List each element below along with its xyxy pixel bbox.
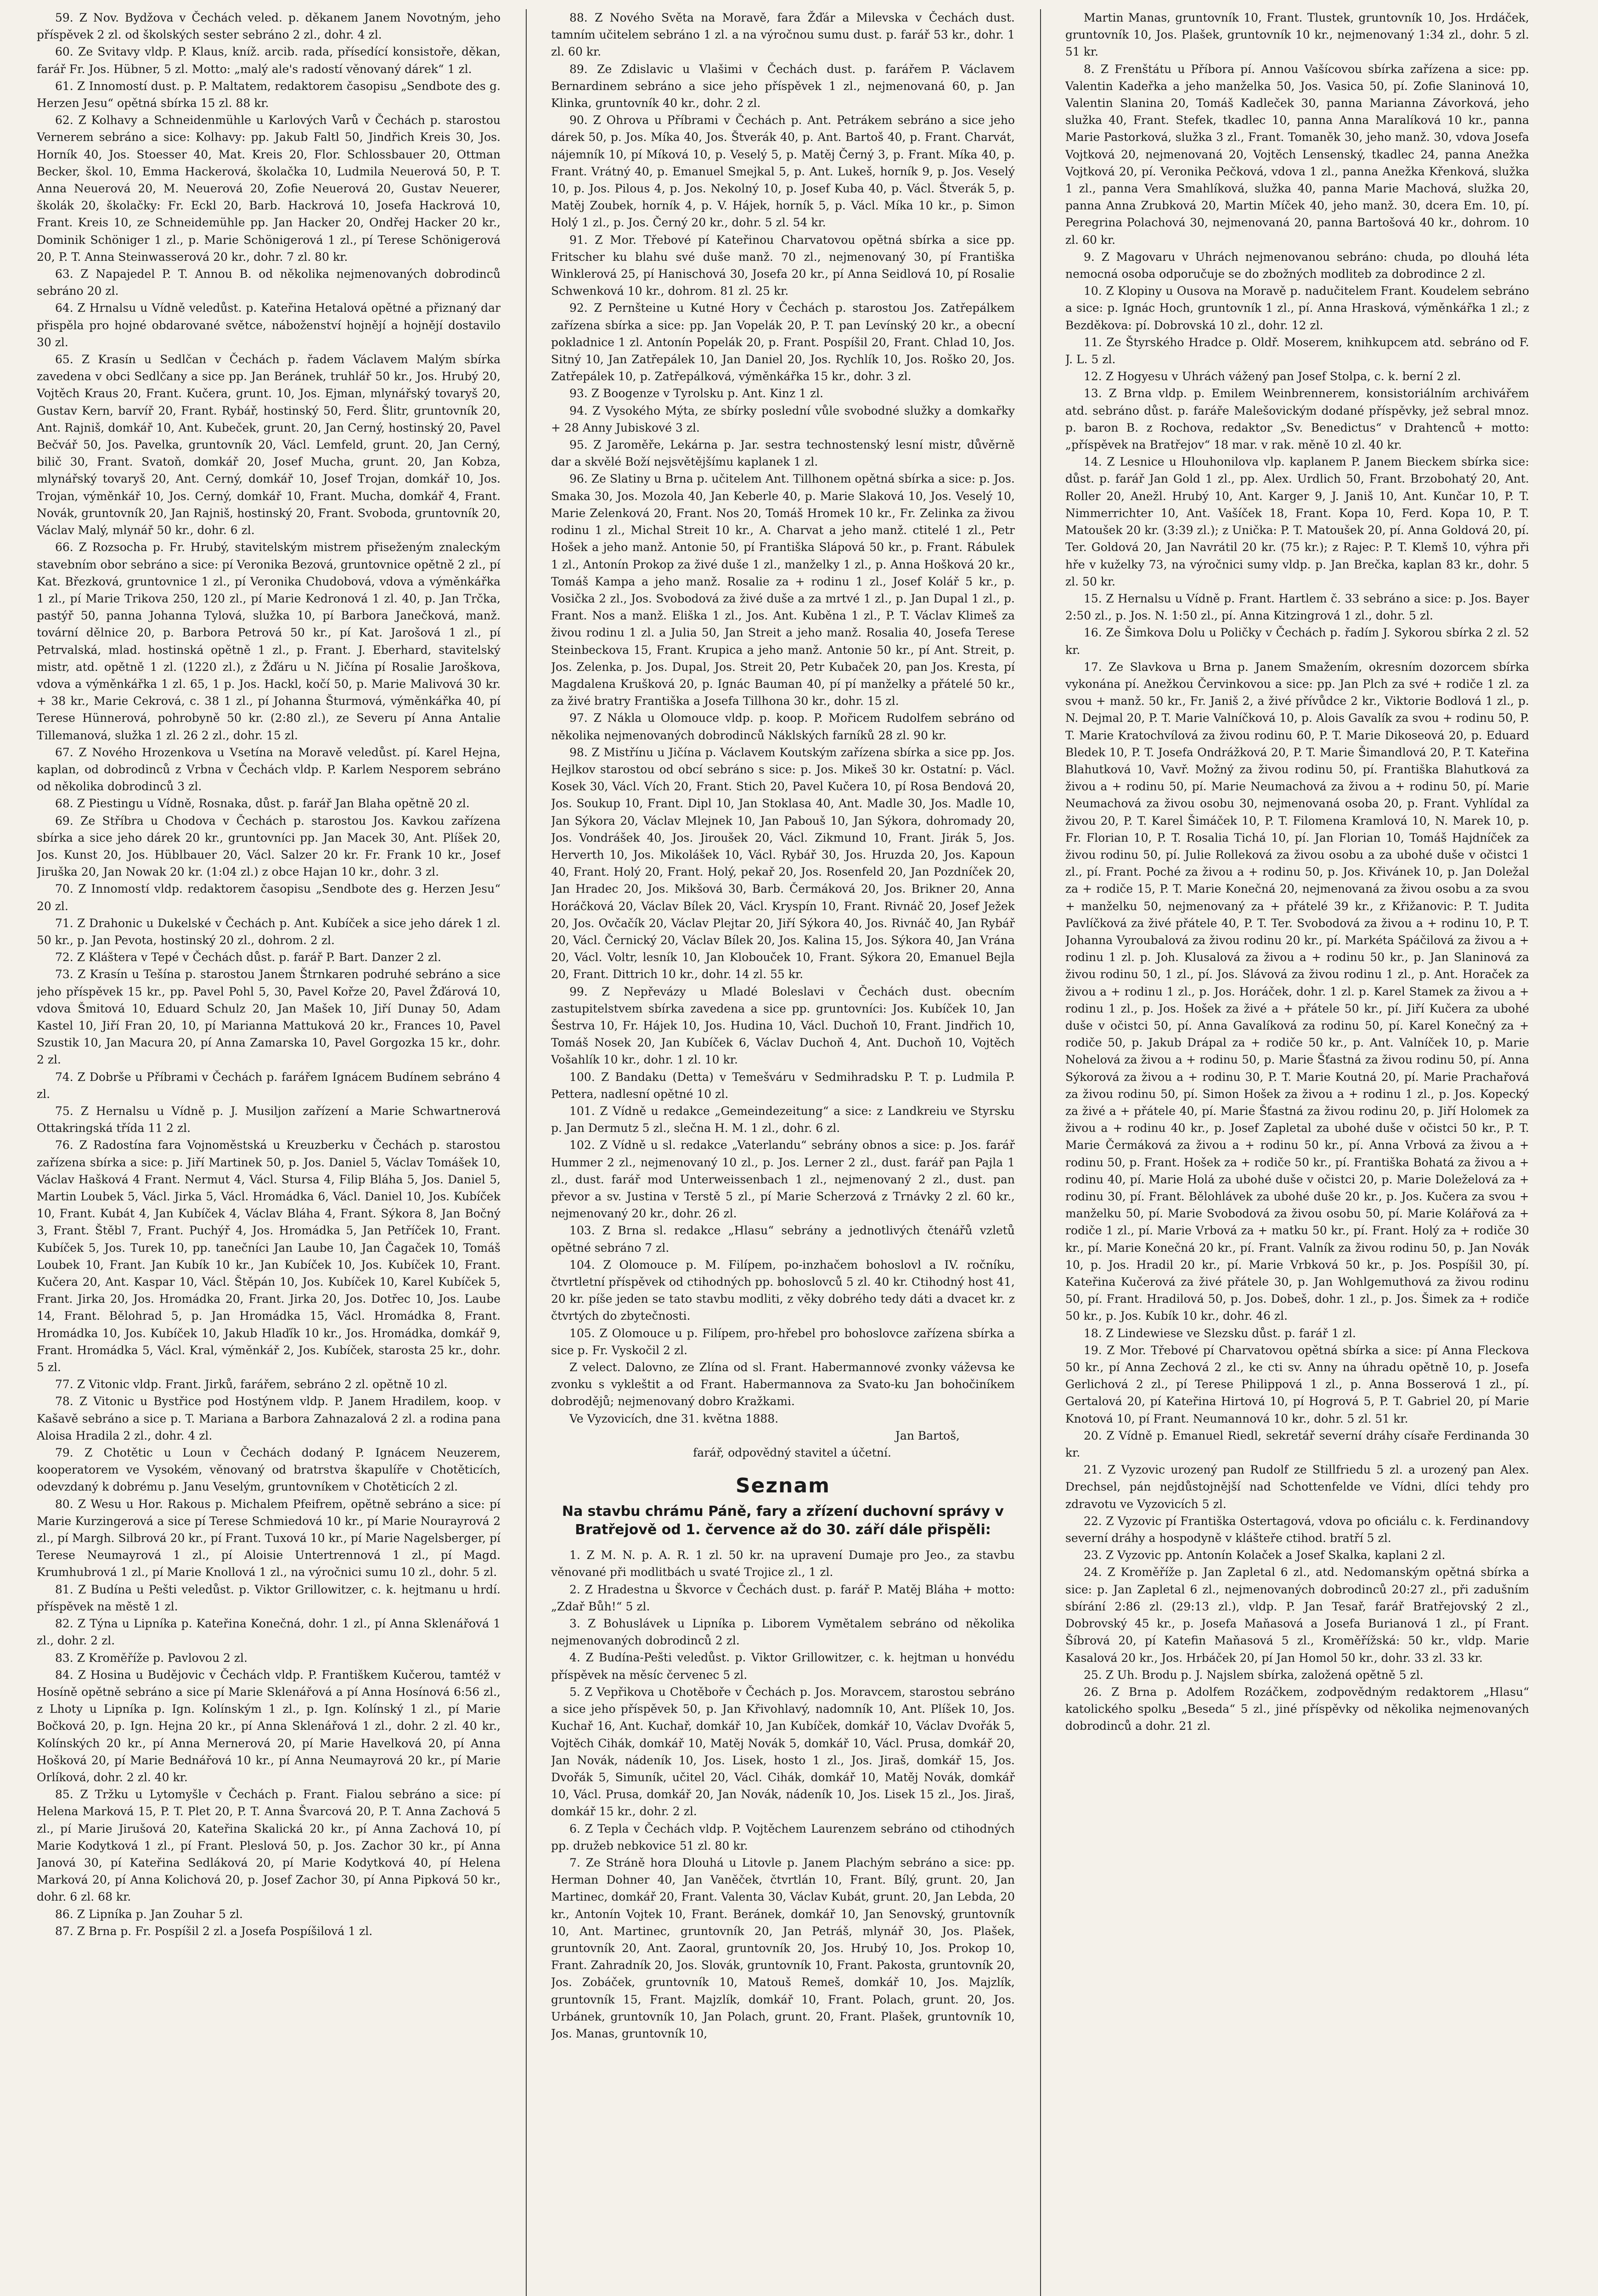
donation-entry: Ve Vyzovicích, dne 31. května 1888. xyxy=(569,1412,779,1425)
donation-entry: 15. Z Hernalsu u Vídně p. Frant. Hartlem č. 33 sebráno a sice: p. Jos. Bayer 2:50 zl., p. Jos. N. 1:50 zl., pí. Anna Kitzingrová 1 zl., dohr. 5 zl. xyxy=(1065,591,1529,623)
donation-entry: 5. Z Vepřikova u Chotěboře v Čechách p. Jos. Moravcem, starostou sebráno a sice jeho příspěvek 50, p. Jan Křivohlavý, nadomník 10, Ant. Plíšek 10, Jos. Kuchař 16, Ant. Kuchař, domkář 10, Jan Kubíček, domkář 10, Václav Dvořák 5, Vojtěch Cihák, domkář 10, Matěj Novák 5, domkář 10, Václ. Prusa, domkář 20, Jan Novák, nádeník 10, Jos. Lisek, hosto 1 zl., Jos. Jiraš, domkář 15, Jos. Dvořák 5, Simuník, učitel 20, Václ. Cihák, domkář 10, Matěj Novák, domkář 10, Václ. Prusa, domkář 20, Jan Novák, nádeník 10, Jos. Lisek 15 zl., Jos. Jiraš, domkář 15 kr., dohr. 2 zl. xyxy=(551,1685,1015,1818)
donation-entry: 61. Z Innomostí dust. p. P. Maltatem, redaktorem časopisu „Sendbote des g. Herzen Jesu“ opětná sbírka 15 zl. 88 kr. xyxy=(37,79,501,110)
donation-entry: 63. Z Napajedel P. T. Annou B. od několika nejmenovaných dobrodinců sebráno 20 zl. xyxy=(37,267,501,298)
middle-column-list xyxy=(551,1547,1015,2042)
donation-entry: 2. Z Hradestna u Škvorce v Čechách dust. p. farář P. Matěj Bláha + motto: „Zdař Bůh!“ 5 zl. xyxy=(551,1582,1015,1613)
donation-entry: 24. Z Kroměříže p. Jan Zapletal 6 zl., atd. Nedomanským opětná sbírka a sice: p. Jan Zapletal 6 zl., nejmenovaných dobrodinců 20:27 zl., při zadušním sbírání 2:86 zl. (29:13 zl.), vldp. P. Jan Tesař, farář Bratřejovský 2 zl., Dobrovský 45 kr., p. Josefa Maňasová a Josefa Burianová 1 zl., pí Frant. Šíbrová 20, pí Katefin Maňasová 5 zl., Kroměřížská: 50 kr., vldp. Marie Kasalová 20 kr., Jos. Hrbáček 20, pí Jan Homol 50 kr., dohr. 33 zl. 33 kr. xyxy=(1065,1565,1529,1665)
donation-entry: 59. Z Nov. Bydžova v Čechách veled. p. děkanem Janem Novotným, jeho příspěvek 2 zl. od školských sester sebráno 2 zl., dohr. 4 zl. xyxy=(37,11,501,42)
donation-entry: 103. Z Brna sl. redakce „Hlasu“ sebrány a jednotlivých čtenářů vzletů opětné sebráno 7 zl. xyxy=(551,1224,1015,1255)
donation-entry: 6. Z Tepla v Čechách vldp. P. Vojtěchem Laurenzem sebráno od ctihodných pp. družeb nebkovice 51 zl. 80 kr. xyxy=(551,1822,1015,1852)
donation-entry: 14. Z Lesnice u Hlouhonilova vlp. kaplanem P. Janem Bieckem sbírka sice: důst. p. farář Jan Gold 1 zl., pp. Alex. Urdlich 50, Frant. Brzobohatý 20, Ant. Roller 20, Anežl. Hrubý 10, Ant. Karger 9, J. Janiš 10, Ant. Kunčar 10, P. T. Nimmerrichter 10, Ant. Vašíček 18, Frant. Kopa 10, Ferd. Kopa 10, P. T. Matoušek 20 kr. (3:39 zl.); z Unička: P. T. Matoušek 20, pí. Anna Goldová 20, pí. Ter. Goldová 20, Jan Navrátil 20 kr. (75 kr.); z Rajec: P. T. Klemš 10, výhra při hře v kuželky 73, na výročnici sumy vldp. p. Jan Brečka, kaplan 83 kr., dohr. 5 zl. 50 kr. xyxy=(1065,455,1529,588)
donation-entry: 23. Z Vyzovic pp. Antonín Kolaček a Josef Skalka, kaplani 2 zl. xyxy=(1084,1548,1446,1562)
left-column xyxy=(37,9,501,2296)
donation-entry: 66. Z Rozsocha p. Fr. Hrubý, stavitelským mistrem přiseženým znaleckým stavebním obor sebráno a sice: pí Veronika Bezová, gruntovnice opětně 2 zl., pí Kat. Březková, gruntovnice 1 zl., pí Veronika Chudobová, vdova a výměnkářka 1 zl., pí Marie Trikova 250, 120 zl., pí Marie Kedronová 1 zl. 40, p. Jan Trčka, pastýř 50, panna Johanna Tylová, služka 10, pí Barbora Janečková, manž. tovární dělnice 20, p. Barbora Petrová 50 kr., pí Kat. Jarošová 1 zl., pí Petrvalská, mlad. hostinská opětně 1 zl., p. Frant. J. Eberhard, stavitelský mistr, atd. opětně 1 zl. (1220 zl.), z Žďáru u N. Jičína pí Rosalie Jaroškova, vdova a výměnkářka 1 zl. 65, 1 p. Jos. Hackl, kočí 50, p. Marie Malivová 30 kr. + 38 kr., Marie Cekrová, c. 38 1 zl., pí Johanna Šturmová, výměnkářka 40, pí Terese Hünnerová, pohrobyně 50 kr. (2:80 zl.), ze Severu pí Anna Antalie Tillemanová, služka 1 zl. 26 2 zl., dohr. 15 zl. xyxy=(37,540,501,742)
donation-entry: 90. Z Ohrova u Příbrami v Čechách p. Ant. Petrákem sebráno a sice jeho dárek 50, p. Jos. Míka 40, Jos. Štverák 40, p. Ant. Bartoš 40, p. Frant. Charvát, nájemník 10, pí Míková 10, p. Veselý 5, p. Matěj Černý 3, p. Frant. Míka 40, p. Frant. Vrátný 40, p. Emanuel Smejkal 5, p. Ant. Lukeš, horník 9, p. Jos. Veselý 10, p. Jos. Pilous 4, p. Jos. Nekolný 10, p. Josef Kuba 40, p. Václ. Štverák 5, p. Matěj Zoubek, horník 4, p. V. Hájek, horník 5, p. Václ. Míka 10 kr., p. Simon Holý 1 zl., p. Jos. Černý 20 kr., dohr. 5 zl. 54 kr. xyxy=(551,113,1015,230)
donation-entry: 21. Z Vyzovic urozený pan Rudolf ze Stillfriedu 5 zl. a urozený pan Alex. Drechsel, pán nejdůstojnější nad Schottenfelde ve Vídni, dlíci tehdy pro zdravotu ve Vyzovicích 5 zl. xyxy=(1065,1463,1529,1511)
donation-entry: 104. Z Olomouce p. M. Filípem, po-inzhačem bohoslovl a IV. ročníku, čtvrtletní příspěvek od ctihodných pp. bohoslovců 5 zl. 40 kr. Ctihodný host 41, 20 kr. píše jeden se tato stavbu modliti, z věky dobrého tedy dáti a dvacet kr. z čtvrtých do zbytečnosti. xyxy=(551,1258,1015,1323)
donation-entry: 100. Z Bandaku (Detta) v Temešváru v Sedmihradsku P. T. p. Ludmila P. Pettera, nadlesní opětné 10 zl. xyxy=(551,1070,1015,1101)
donation-entry: 70. Z Innomostí vldp. redaktorem časopisu „Sendbote des g. Herzen Jesu“ 20 zl. xyxy=(37,882,501,913)
signature-name: Jan Bartoš, xyxy=(895,1429,960,1442)
donation-entry: 10. Z Klopiny u Ousova na Moravě p. nadučitelem Frant. Koudelem sebráno a sice: p. Ignác Hoch, gruntovník 1 zl., pí. Anna Hrasková, výměnkářka 1 zl.; z Bezděkova: pí. Dobrovská 10 zl., dohr. 12 zl. xyxy=(1065,284,1529,332)
donation-entry: 105. Z Olomouce u p. Filípem, pro-hřebel pro bohoslovce zařízena sbírka a sice p. Fr. Vyskočil 2 zl. xyxy=(551,1326,1015,1357)
donation-entry: 71. Z Drahonic u Dukelské v Čechách p. Ant. Kubíček a sice jeho dárek 1 zl. 50 kr., p. Jan Pevota, hostinský 20 zl., dohrom. 2 zl. xyxy=(37,916,501,947)
donation-entry: 84. Z Hosina u Budějovic v Čechách vldp. P. Františkem Kučerou, tamtéž v Hosíně opětně sebráno a sice pí Marie Sklenářová a pí Anna Hosínová 6:56 zl., z Lhoty u Lipníka p. Ign. Kolínským 1 zl., p. Ign. Kolínský 1 zl., pí Marie Bočková 20, p. Ign. Hejna 20 kr., pí Anna Sklenářová 1 zl., dohr. 2 zl. 40 kr., Kolínských 20 kr., pí Anna Mernerová 20, pí Marie Havelková 20, pí Anna Hošková 20, pí Marie Bednářová 10 kr., pí Anna Neumayrová 20 kr., pí Marie Orlíková, dohr. 2 zl. 40 kr. xyxy=(37,1668,501,1784)
donation-entry: 25. Z Uh. Brodu p. J. Najslem sbírka, založená opětně 5 zl. xyxy=(1084,1668,1424,1682)
donation-entry: 16. Ze Šimkova Dolu u Poličky v Čechách p. řadím J. Sykorou sbírka 2 zl. 52 kr. xyxy=(1065,626,1529,657)
donation-entry: 85. Z Tržku u Lytomyšle v Čechách p. Frant. Fialou sebráno a sice: pí Helena Marková 15, P. T. Plet 20, P. T. Anna Švarcová 20, P. T. Anna Zachová 5 zl., pí Marie Jirušová 20, Kateřina Skalická 20 kr., pí Anna Zachová 10, pí Marie Kodytková 1 zl., pí Frant. Pleslová 50, p. Jos. Zachor 30 kr., pí Anna Janová 30, pí Kateřina Sedláková 20, pí Marie Kodytková 40, pí Helena Marková 20, pí Anna Kolichová 20, p. Josef Zachor 30, pí Anna Pipková 50 kr., dohr. 6 zl. 68 kr. xyxy=(37,1788,501,1904)
donation-entry: 82. Z Týna u Lipníka p. Kateřina Konečná, dohr. 1 zl., pí Anna Sklenářová 1 zl., dohr. 2 zl. xyxy=(37,1617,501,1648)
donation-entry: 81. Z Budína u Pešti veledůst. p. Viktor Grillowitzer, c. k. hejtmanu u hrdí. příspěvek na městě 1 zl. xyxy=(37,1582,501,1613)
donation-entry: 79. Z Chotětic u Loun v Čechách dodaný P. Ignácem Neuzerem, kooperatorem ve Vysokém, věnovaný od bratrstva škapulíře v Chotěticích, odevzdaný k dobrému p. Janu Veselým, gruntovníkem v Chotěticích 2 zl. xyxy=(37,1446,501,1494)
donation-entry: 92. Z Pernšteine u Kutné Hory v Čechách p. starostou Jos. Zatřepálkem zařízena sbírka a sice: pp. Jan Vopelák 20, P. T. pan Levínský 20 kr., a obecní pokladnice 1 zl. Antonín Popelák 20, p. Frant. Pospíšil 20, Frant. Chlad 10, Jos. Sitný 10, Jan Zatřepálek 10, Jan Daniel 20, Jos. Rychlík 10, Jos. Roško 20, Jos. Zatřepálek 10, p. Zatřepálková, výměnkářka 15 kr., dohr. 3 zl. xyxy=(551,301,1015,383)
donation-entry: 19. Z Mor. Třebové pí Charvatovou opětná sbírka a sice: pí Anna Fleckova 50 kr., pí Anna Zechová 2 zl., ke cti sv. Anny na úhradu opětně 10, p. Josefa Gerlichová 2 zl., pí Terese Philippová 1 zl., p. Anna Bosserová 1 zl., pí. Gertalová 20, pí Kateřina Hirtová 10, pí Hogrová 5, P. T. Gabriel 20, pí Marie Knotová 10, pí Frant. Neumannová 10 kr., dohr. 5 zl. 51 kr. xyxy=(1065,1343,1529,1425)
section-subheading: Na stavbu chrámu Páně, fary a zřízení duchovní správy v Bratřejově od 1. července až do 30. září dále přispěli: xyxy=(562,1503,1004,1538)
donation-entry: 60. Ze Svitavy vldp. P. Klaus, kníž. arcib. rada, přísedící konsistoře, děkan, farář Fr. Jos. Hübner, 5 zl. Motto: „malý ale's radostí věnovaný dárek“ 1 zl. xyxy=(37,45,501,76)
donation-entry: 26. Z Brna p. Adolfem Rozáčkem, zodpovědným redaktorem „Hlasu“ katolického spolku „Beseda“ 5 zl., jiné příspěvky od několika nejmenovaných dobrodinců a dohr. 21 zl. xyxy=(1065,1685,1529,1733)
donation-entry: 7. Ze Stráně hora Dlouhá u Litovle p. Janem Plachým sebráno a sice: pp. Herman Dohner 40, Jan Vaněček, čtvrtlán 10, Frant. Bílý, grunt. 20, Jan Martinec, domkář 20, Frant. Valenta 30, Václav Kubát, grunt. 20, Jan Lebda, 20 kr., Antonín Vojtek 10, Frant. Beránek, domkář 10, Jan Senovský, gruntovník 10, Ant. Martinec, gruntovník 20, Jan Petráš, mlynář 30, Jos. Plašek, gruntovník 20, Ant. Zaoral, gruntovník 20, Jos. Hrubý 10, Jos. Prokop 10, Frant. Zahradník 20, Jos. Slovák, gruntovník 10, Frant. Pakosta, gruntovník 20, Jos. Zobáček, gruntovník 10, Matouš Remeš, domkář 10, Jos. Majzlík, gruntovník 15, Frant. Majzlík, domkář 10, Frant. Polach, grunt. 20, Jos. Urbánek, gruntovník 10, Jan Polach, grunt. 20, Frant. Plašek, gruntovník 10, Jos. Manas, gruntovník 10, xyxy=(551,1856,1015,2040)
donation-entry: 77. Z Vitonic vldp. Frant. Jirků, farářem, sebráno 2 zl. opětně 10 zl. xyxy=(55,1378,448,1391)
donation-entry: 12. Z Hogyesu v Uhrách vážený pan Josef Stolpa, c. k. berní 2 zl. xyxy=(1084,370,1461,383)
donation-entry: 73. Z Krasín u Tešína p. starostou Janem Štrnkaren podruhé sebráno a sice jeho příspěvek 15 kr., pp. Pavel Pohl 5, 30, Pavel Kořze 20, Pavel Žďárová 10, vdova Šmitová 10, Eduard Schulz 20, Jan Mašek 10, Jiří Dunay 50, Adam Kastel 10, Jiří Fran 20, 10, pí Marianna Mattuková 20 kr., Frances 10, Pavel Szustik 10, Jan Macura 20, pí Anna Zamarska 10, Pavel Gorgozka 15 kr., dohr. 2 zl. xyxy=(37,968,501,1067)
signature-title: farář, odpovědný stavitel a účetní. xyxy=(693,1446,891,1460)
donation-entry: 64. Z Hrnalsu u Vídně veledůst. p. Kateřina Hetalová opětné a přiznaný dar přispěla pro hojné obdarované světce, náboženství hojnějí a hojnějí dostavilo 30 zl. xyxy=(37,301,501,349)
donation-entry: 94. Z Vysokého Mýta, ze sbírky poslední vůle svobodné služky a domkařky + 28 Anny Jubiskové 3 zl. xyxy=(551,404,1015,434)
middle-column xyxy=(551,9,1015,2296)
donation-entry: 98. Z Mistřínu u Jičína p. Václavem Koutským zařízena sbírka a sice pp. Jos. Hejlkov starostou od obcí sebráno s sice: p. Jos. Mikeš 30 kr. Ostatní: p. Václ. Kosek 30, Václ. Vích 20, Frant. Stich 20, Pavel Kučera 10, pí Rosa Bendová 20, Jos. Soukup 10, Frant. Dipl 10, Jan Stoklasa 40, Ant. Madle 30, Jos. Madle 10, Jan Sýkora 20, Václav Mlejnek 10, Jan Pabouš 10, Jan Sýkora, dohromady 20, Jos. Vondrášek 40, Jos. Jiroušek 20, Václ. Zikmund 10, Frant. Jirák 5, Jos. Herverth 10, Jos. Mikolášek 10, Václ. Rybář 30, Jos. Hruzda 20, Jos. Kapoun 40, Frant. Holý 20, Frant. Holý, pekař 20, Jos. Rosenfeld 20, Jan Pozdníček 20, Jan Hradec 20, Jos. Mikšová 30, Barb. Čermáková 20, Jos. Brikner 20, Anna Horáčková 20, Václav Bílek 20, Václ. Kryspín 10, Frant. Rivnáč 20, Josef Ježek 20, Jos. Ovčačík 20, Václav Plejtar 20, Jiří Sýkora 40, Jos. Rivnáč 40, Jan Rybář 20, Václ. Černický 20, Václav Bílek 20, Jos. Kalina 15, Jos. Sýkora 40, Jan Vrána 20, Václ. Voltr, lesník 10, Jan Klobouček 10, Frant. Sýkora 20, Emanuel Bejla 20, Frant. Dittrich 10 kr., dohr. 14 zl. 55 kr. xyxy=(551,745,1015,981)
donation-entry: 99. Z Nepřevázy u Mladé Boleslavi v Čechách dust. obecním zastupitelstvem sbírka zavedena a sice pp. gruntovníci: Jos. Kubíček 10, Jan Šestrva 10, Fr. Hájek 10, Jos. Hudina 10, Václ. Duchoň 10, Frant. Jindřich 10, Tomáš Nosek 20, Jan Kubíček 6, Václav Duchoň 4, Ant. Duchoň 10, Vojtěch Vošahlík 10 kr., dohr. 1 zl. 10 kr. xyxy=(551,985,1015,1067)
donation-entry: 78. Z Vitonic u Bystřice pod Hostýnem vldp. P. Janem Hradilem, koop. v Kašavě sebráno a sice p. T. Mariana a Barbora Zahnazalová 2 zl. a rodina pana Aloisa Hradila 2 zl., dohr. 4 zl. xyxy=(37,1395,501,1442)
donation-entry: 13. Z Brna vldp. p. Emilem Weinbrennerem, konsistoriálním archivářem atd. sebráno důst. p. faráře Malešovickým dodané příspěvky, jež sebral mnoz. p. baron B. z Rochova, redaktor „Sv. Benedictus“ v Drahtenců + motto: „příspěvek na Bratřejov“ 18 mar. v rak. měně 10 zl. 40 kr. xyxy=(1065,387,1529,452)
donation-entry: 68. Z Piestingu u Vídně, Rosnaka, důst. p. farář Jan Blaha opětně 20 zl. xyxy=(55,797,470,810)
donation-entry: 18. Z Lindewiese ve Slezsku důst. p. farář 1 zl. xyxy=(1084,1326,1356,1340)
right-column xyxy=(1065,9,1529,2296)
donation-entry: 74. Z Dobrše u Příbrami v Čechách p. farářem Ignácem Budínem sebráno 4 zl. xyxy=(37,1070,501,1101)
donation-entry: 89. Ze Zdislavic u Vlašimi v Čechách dust. p. farářem P. Václavem Bernardinem sebráno a sice jeho příspěvek 1 zl., nejmenovaná 60, p. Jan Klinka, gruntovník 40 kr., dohr. 2 zl. xyxy=(551,62,1015,110)
donation-entry: 8. Z Frenštátu u Příbora pí. Annou Vašícovou sbírka zařízena a sice: pp. Valentin Kadeřka a jeho manželka 50, Jos. Vasica 50, pí. Zofie Slaninová 10, Valentin Slanina 20, Tomáš Kadleček 30, panna Marianna Závorková, jeho služka 40, Frant. Stefek, tkadlec 10, panna Anna Maralíková 10 kr., panna Marie Pastorková, služka 3 zl., Frant. Tomaněk 30, jeho manž. 30, vdova Josefa Vojtková 20, nejmenovaná 20, Vojtěch Lensenský, tkadlec 24, panna Anežka Vojtková 20, pí. Veronika Pečková, vdova 1 zl., panna Anežka Křenková, služka 1 zl., panna Vera Smahlíková, služka 40, panna Marie Machová, služka 20, panna Anna Zrubková 20, Martin Míček 40, jeho manž. 30, dcera Em. 10, pí. Peregrina Polachová 30, nejmenovaná 20, panna Bartošová 40 kr., dohrom. 10 zl. 60 kr. xyxy=(1065,62,1529,247)
donation-entry: 20. Z Vídně p. Emanuel Riedl, sekretář severní dráhy císaře Ferdinanda 30 kr. xyxy=(1065,1429,1529,1460)
donation-entry: 93. Z Boogenze v Tyrolsku p. Ant. Kinz 1 zl. xyxy=(569,387,824,400)
donation-entry: 4. Z Budína-Pešti veledůst. p. Viktor Grillowitzer, c. k. hejtman u honvédu příspěvek na měsíc červenec 5 zl. xyxy=(551,1651,1015,1682)
donation-entry: 97. Z Nákla u Olomouce vldp. p. koop. P. Mořicem Rudolfem sebráno od několika nejmenovaných dobrodinců Náklských farníků 28 zl. 90 kr. xyxy=(551,711,1015,742)
middle-column-entries xyxy=(551,9,1015,1427)
donation-entry: 83. Z Kroměříže p. Pavlovou 2 zl. xyxy=(55,1651,248,1665)
donation-entry: 22. Z Vyzovic pí Františka Ostertagová, vdova po oficiálu c. k. Ferdinandovy severní dráhy a hospodyně v klášteře ctihod. bratří 5 zl. xyxy=(1065,1514,1529,1545)
section-heading: Seznam xyxy=(735,1474,830,1498)
donation-entry: 76. Z Radostína fara Vojnoměstská u Kreuzberku v Čechách p. starostou zařízena sbírka a sice: p. Jiří Martinek 50, p. Jos. Daniel 5, Václav Tomášek 10, Václav Hašková 4 Frant. Nermut 4, Václ. Stursa 4, Filip Bláha 5, Jos. Daniel 5, Martin Loubek 5, Václ. Jirka 5, Václ. Hromádka 6, Václ. Daniel 10, Jos. Kubíček 10, Frant. Kubát 4, Jan Kubíček 4, Václav Bláha 4, Frant. Sýkora 8, Jan Bočný 3, Frant. Štěbl 7, Frant. Puchýř 4, Jos. Hromádka 5, Jan Petříček 10, Frant. Kubíček 5, Jos. Turek 10, pp. tanečníci Jan Laube 10, Jan Čagaček 10, Tomáš Loubek 10, Frant. Jan Kubík 10 kr., Jan Kubíček 10, Jos. Kubíček 10, Frant. Kučera 20, Ant. Kaspar 10, Václ. Štěpán 10, Jos. Kubíček 10, Karel Kubíček 5, Frant. Jirka 20, Jos. Hromádka 20, Frant. Jirka 20, Jos. Dotřec 10, Jos. Laube 14, Frant. Bělohrad 5, p. Jan Hromádka 15, Václ. Hromádka 8, Frant. Hromádka 10, Jos. Kubíček 10, Jakub Hlaďík 10 kr., Jos. Hromádka, domkář 9, Frant. Hromádka 5, Václ. Kral, výměnkář 2, Jos. Kubíček, starosta 25 kr., dohr. 5 zl. xyxy=(37,1138,501,1374)
donation-entry: 88. Z Nového Světa na Moravě, fara Žďár a Milevska v Čechách dust. tamním učitelem sebráno 1 zl. a na výročnou sumu dust. p. farář 53 kr., dohr. 1 zl. 60 kr. xyxy=(551,11,1015,59)
donation-entry: 91. Z Mor. Třebové pí Kateřinou Charvatovou opětná sbírka a sice pp. Fritscher ku blahu své duše manž. 70 zl., nejmenovaný 30, pí Františka Winklerová 25, pí Hanischová 30, Josefa 20 kr., pí Anna Seidlová 10, pí Rosalie Schwenková 10 kr., dohrom. 81 zl. 25 kr. xyxy=(551,233,1015,298)
donation-entry: Z velect. Dalovno, ze Zlína od sl. Frant. Habermannové zvonky váževsa ke zvonku s vykleštit a od Frant. Habermannova za Svato-ku Jan bohočiníkem dobrodějů; nejmenovaný dobro Kražkami. xyxy=(551,1361,1015,1408)
donation-entry: 3. Z Bohuslávek u Lipníka p. Liborem Vymětalem sebráno od několika nejmenovaných dobrodinců 2 zl. xyxy=(551,1617,1015,1648)
donation-entry: Martin Manas, gruntovník 10, Frant. Tlustek, gruntovník 10, Jos. Hrdáček, gruntovník 10, Jos. Plašek, gruntovník 10 kr., nejmenovaný 1:34 zl., dohr. 5 zl. 51 kr. xyxy=(1065,11,1529,59)
donation-entry: 69. Ze Stříbra u Chodova v Čechách p. starostou Jos. Kavkou zařízena sbírka a sice jeho dárek 20 kr., gruntovníci pp. Jan Macek 30, Ant. Plíšek 20, Jos. Kunst 20, Jos. Hüblbauer 20, Václ. Salzer 20 kr. Fr. Frank 10 kr., Josef Jiruška 20, Jan Nowak 20 kr. (1:04 zl.) z obce Hajan 10 kr., dohr. 3 zl. xyxy=(37,814,501,879)
column-rule xyxy=(526,9,527,2296)
column-rule xyxy=(1040,9,1041,2296)
donation-entry: 65. Z Krasín u Sedlčan v Čechách p. řadem Václavem Malým sbírka zavedena v obci Sedlčany a sice pp. Jan Beránek, truhlář 50 kr., Jos. Hrubý 20, Vojtěch Kraus 20, Frant. Kučera, grunt. 10, Jos. Ejman, mlynářský tovaryš 20, Gustav Kern, barvíř 20, Frant. Rybář, hostinský 50, Ferd. Šlitr, gruntovník 20, Ant. Rajniš, domkář 10, Ant. Kubeček, grunt. 20, Jan Cerný, hostinský 20, Pavel Bečvář 50, Jos. Pavelka, gruntovník 20, Václ. Lemfeld, grunt. 20, Jan Cerný, bilič 30, Frant. Svatoň, domkář 20, Josef Mucha, grunt. 20, Jan Kobza, mlynářský tovaryš 20, Ant. Cerný, domkář 10, Josef Trojan, domkář 10, Jos. Trojan, výměnkář 10, Jos. Cerný, domkář 10, Frant. Mucha, domkář 4, Frant. Novák, gruntovník 20, Jan Rajniš, hostinský 20, Frant. Svoboda, gruntovník 20, Václav Malý, mlynář 50 kr., dohr. 6 zl. xyxy=(37,353,501,537)
donation-entry: 80. Z Wesu u Hor. Rakous p. Michalem Pfeifrem, opětně sebráno a sice: pí Marie Kurzingerová a sice pí Terese Schmiedová 10 kr., pí Marie Nourayrová 2 zl., pí Margh. Silbrová 20 kr., pí Frant. Tuxová 10 kr., pí Marie Nagelsberger, pí Terese Neumayrová 1 zl., pí Aloisie Untertrennová 1 zl., pí Magd. Krumhubrová 1 zl., pí Marie Knollová 1 zl., na výročnici sumu 10 zl., dohr. 5 zl. xyxy=(37,1497,501,1579)
donation-entry: 101. Z Vídně u redakce „Gemeindezeitung“ a sice: z Landkreiu ve Styrsku p. Jan Dermutz 5 zl., slečna H. M. 1 zl., dohr. 6 zl. xyxy=(551,1104,1015,1135)
donation-entry: 1. Z M. N. p. A. R. 1 zl. 50 kr. na upravení Dumaje pro Jeo., za stavbu věnované při modlitbách u svaté Trojice zl., 1 zl. xyxy=(551,1548,1015,1579)
donation-entry: 102. Z Vídně u sl. redakce „Vaterlandu“ sebrány obnos a sice: p. Jos. farář Hummer 2 zl., nejmenovaný 10 zl., p. Jos. Lerner 2 zl., dust. farář pan Pajla 1 zl., dust. farář mod Unterweissenbach 1 zl., nejmenovaný 2 zl., dust. pan převor a sv. Justina v Terstě 5 zl., pí Marie Scherzová z Trnávky 2 zl. 60 kr., nejmenovaný 20 kr., dohr. 26 zl. xyxy=(551,1138,1015,1221)
donation-entry: 67. Z Nového Hrozenkova u Vsetína na Moravě veledůst. pí. Karel Hejna, kaplan, od dobrodinců z Vrbna v Čechách vldp. P. Karlem Nesporem sebráno od několika dobrodinců 3 zl. xyxy=(37,745,501,793)
donation-entry: 62. Z Kolhavy a Schneidenmühle u Karlových Varů v Čechách p. starostou Vernerem sebráno a sice: Kolhavy: pp. Jakub Faltl 50, Jindřich Kreis 30, Jos. Horník 40, Jos. Stoesser 40, Mat. Kreis 20, Flor. Schlossbauer 20, Ottman Becker, škol. 10, Emma Hackerová, školačka 10, Ludmila Neuerová 50, P. T. Anna Neuerová 20, M. Neuerová 20, Zofie Neuerová 20, Gustav Neuerer, školák 20, školačky: Fr. Eckl 20, Barb. Hackrová 10, Josefa Hackrová 10, Frant. Kreis 10, ze Schneidemühle pp. Jan Hacker 20, Ondřej Hacker 20 kr., Dominik Schöniger 1 zl., p. Marie Schönigerová 1 zl., pí Terese Schönigerová 20, P. T. Anna Steinwasserová 20 kr., dohr. 7 zl. 80 kr. xyxy=(37,113,501,264)
donation-entry: 11. Ze Štyrského Hradce p. Oldř. Moserem, knihkupcem atd. sebráno od F. J. L. 5 zl. xyxy=(1065,335,1529,366)
donation-entry: 96. Ze Slatiny u Brna p. učitelem Ant. Tillhonem opětná sbírka a sice: p. Jos. Smaka 30, Jos. Mozola 40, Jan Keberle 40, p. Marie Slaková 10, Jos. Veselý 10, Marie Zelenková 20, Frant. Nos 20, Tomáš Hromek 10 kr., Fr. Zelinka za živou rodinu 1 zl., Michal Streit 10 kr., A. Charvat a jeho manž. ctitelé 1 zl., Petr Hošek a jeho manž. Antonie 50, pí Františka Slápová 50 kr., p. Frant. Rábulek 1 zl., Antonín Prokop za živé duše 1 zl., manželky 1 zl., p. Anna Hošková 20 kr., Tomáš Kampa a jeho manž. Rosalie za + rodinu 1 zl., Josef Kolář 5 kr., p. Vosička 2 zl., Jos. Svobodová za živé duše a za mrtvé 1 zl., p. Jan Dupal 1 zl., p. Frant. Nos a manž. Eliška 1 zl., Jos. Ant. Kuběna 1 zl., P. T. Václav Klimeš za živou rodinu 1 zl. a Julia 50, Jan Streit a jeho manž. Rosalia 40, Josefa Terese Steinbeckova 15, Frant. Krupica a jeho manž. Antonie 50 kr., pí Ant. Streit, p. Jos. Zelenka, p. Jos. Dupal, Jos. Streit 20, Petr Kubaček 20, pan Jos. Kresta, pí Magdalena Krušková 20, p. Ignác Bauman 40, pí pí manželky a přátelé 50 kr., za živé bratry Františka a Josefa Tillhona 30 kr., dohr. 15 zl. xyxy=(551,472,1015,708)
donation-entry: 72. Z Kláštera v Tepé v Čechách důst. p. farář P. Bart. Danzer 2 zl. xyxy=(55,951,441,964)
donation-entry: 86. Z Lipníka p. Jan Zouhar 5 zl. xyxy=(55,1907,243,1921)
donation-entry: 9. Z Magovaru v Uhrách nejmenovanou sebráno: chuda, po dlouhá léta nemocná osoba odporučuje se do zbožných modliteb za dobrodince 2 zl. xyxy=(1065,250,1529,281)
donation-entry: 17. Ze Slavkova u Brna p. Janem Smažením, okresním dozorcem sbírka vykonána pí. Anežkou Červinkovou a sice: pp. Jan Plch za své + rodiče 1 zl. za svou + manž. 50 kr., Fr. Janiš 2, a živé přívůdce 2 kr., Viktorie Bodlová 1 zl., p. N. Dejmal 20, P. T. Marie Valníčková 10, p. Alois Gavalík za svou + rodinu 50, P. T. Marie Kratochvílová za živou rodinu 60, P. T. Marie Dikoseová 20, p. Eduard Bledek 10, P. T. Josefa Ondrážková 20, P. T. Marie Šimandlová 20, P. T. Kateřina Blahutková 10, Vavř. Možný za živou rodinu 50, pí. Františka Blahutková za živou a + rodinu 50, pí. Marie Neumachová za živou a + rodinu 50, pí. Marie Neumachová za živou osobu 30, nejmenovaná osoba 20, p. Frant. Vyhlídal za živou 20, P. T. Karel Šimáček 10, P. T. Filomena Kramlová 10, N. Marek 10, p. Fr. Florian 10, P. T. Rosalia Tichá 10, pí. Jan Florian 10, Tomáš Hajdníček za živou rodinu 50, pí. Julie Rolleková za živou osobu a za ubohé duše v očistci 1 zl., pí. Frant. Poché za živou a + rodinu 50, p. Jos. Křivánek 10, p. Jan Doležal za + rodiče 15, P. T. Marie Konečná 20, nejmenovaná za živou osobu a za svou + manželku 50, nejmenovaný za + přátelé 39 kr., z Křižanovic: P. T. Judita Pavlíčková za živé přátele 40, P. T. Ter. Svobodová za živou a + rodinu 10, P. T. Johanna Vyroubalová za živou rodinu 20 kr., pí. Markéta Spáčilová za živou a + rodinu 1 zl. p. Joh. Klusalová za živou a + rodinu 50 kr., p. Jan Slaninová za živou rodinu 50, 1 zl., pí. Jos. Slávová za živou rodinu 1 zl., p. Ant. Horaček za živou a + rodinu 1 zl., p. Jos. Horáček, dohr. 1 zl. p. Karel Stamek za živou a + rodinu 1 zl., p. Jos. Hošek za živé a + přátele 50 kr., pí. Jiří Kučera za ubohé duše v očistci 50, pí. Anna Gavalíková za rodinu 50, pí. Karel Konečný za + rodiče 50, p. Jakub Drápal za + rodiče 50 kr., p. Ant. Valníček 10, p. Marie Nohelová za živou a + rodinu 50, p. Marie Šťastná za živou rodinu 50, pí. Anna Sýkorová za živou a + rodinu 30, P. T. Marie Koutná 20, pí. Marie Prachařová za živou rodinu 50, pí. Simon Hošek za živou a + rodinu 1 zl., p. Jos. Kopecký za živé a + přátele 40, pí. Marie Šťastná za živou rodinu 20, p. Jiří Holomek za živou a + rodinu 40 kr., p. Josef Zapletal za ubohé duše v očistci 50 kr., P. T. Marie Čermáková za živou a + rodinu 50 kr., pí. Anna Vrbová za živou a + rodinu 50, p. Frant. Hošek za + rodiče 50 kr., pí. Františka Bohatá za živou a + rodinu 40, pí. Marie Holá za ubohé duše v očistci 20, p. Marie Doleželová za + rodinu 30, pí. Frant. Bělohlávek za ubohé duše 20 kr., p. Jos. Kučera za svou + manželku 50, pí. Marie Svobodová za živou osobu 50, pí. Marie Kolářová za + rodiče 1 zl., pí. Marie Vrbová za + matku 50 kr., pí. Frant. Holý za + rodiče 30 kr., pí. Marie Konečná 20 kr., pí. Frant. Valník za živou rodinu 50, p. Jan Novák 10, p. Jos. Hradil 20 kr., pí. Marie Vrbková 50 kr., p. Jos. Pospíšil 30, pí. Kateřina Kučerová za živé přátele 30, p. Jan Wohlgemuthová za živou rodinu 50, pí. Frant. Hradilová 50, p. Jos. Dobeš, dohr. 1 zl., p. Jos. Šimek za + rodiče 50 kr., p. Jos. Kubík 10 kr., dohr. 46 zl. xyxy=(1065,660,1529,1323)
donation-entry: 95. Z Jaroměře, Lekárna p. Jar. sestra technostenský lesní mistr, důvěrně dar a skvělé Boží nejsvětějšímu kaplanek 1 zl. xyxy=(551,438,1015,469)
donation-entry: 87. Z Brna p. Fr. Pospíšil 2 zl. a Josefa Pospíšilová 1 zl. xyxy=(55,1924,373,1938)
donation-entry: 75. Z Hernalsu u Vídně p. J. Musiljon zařízení a Marie Schwartnerová Ottakringská třída 11 2 zl. xyxy=(37,1104,501,1135)
